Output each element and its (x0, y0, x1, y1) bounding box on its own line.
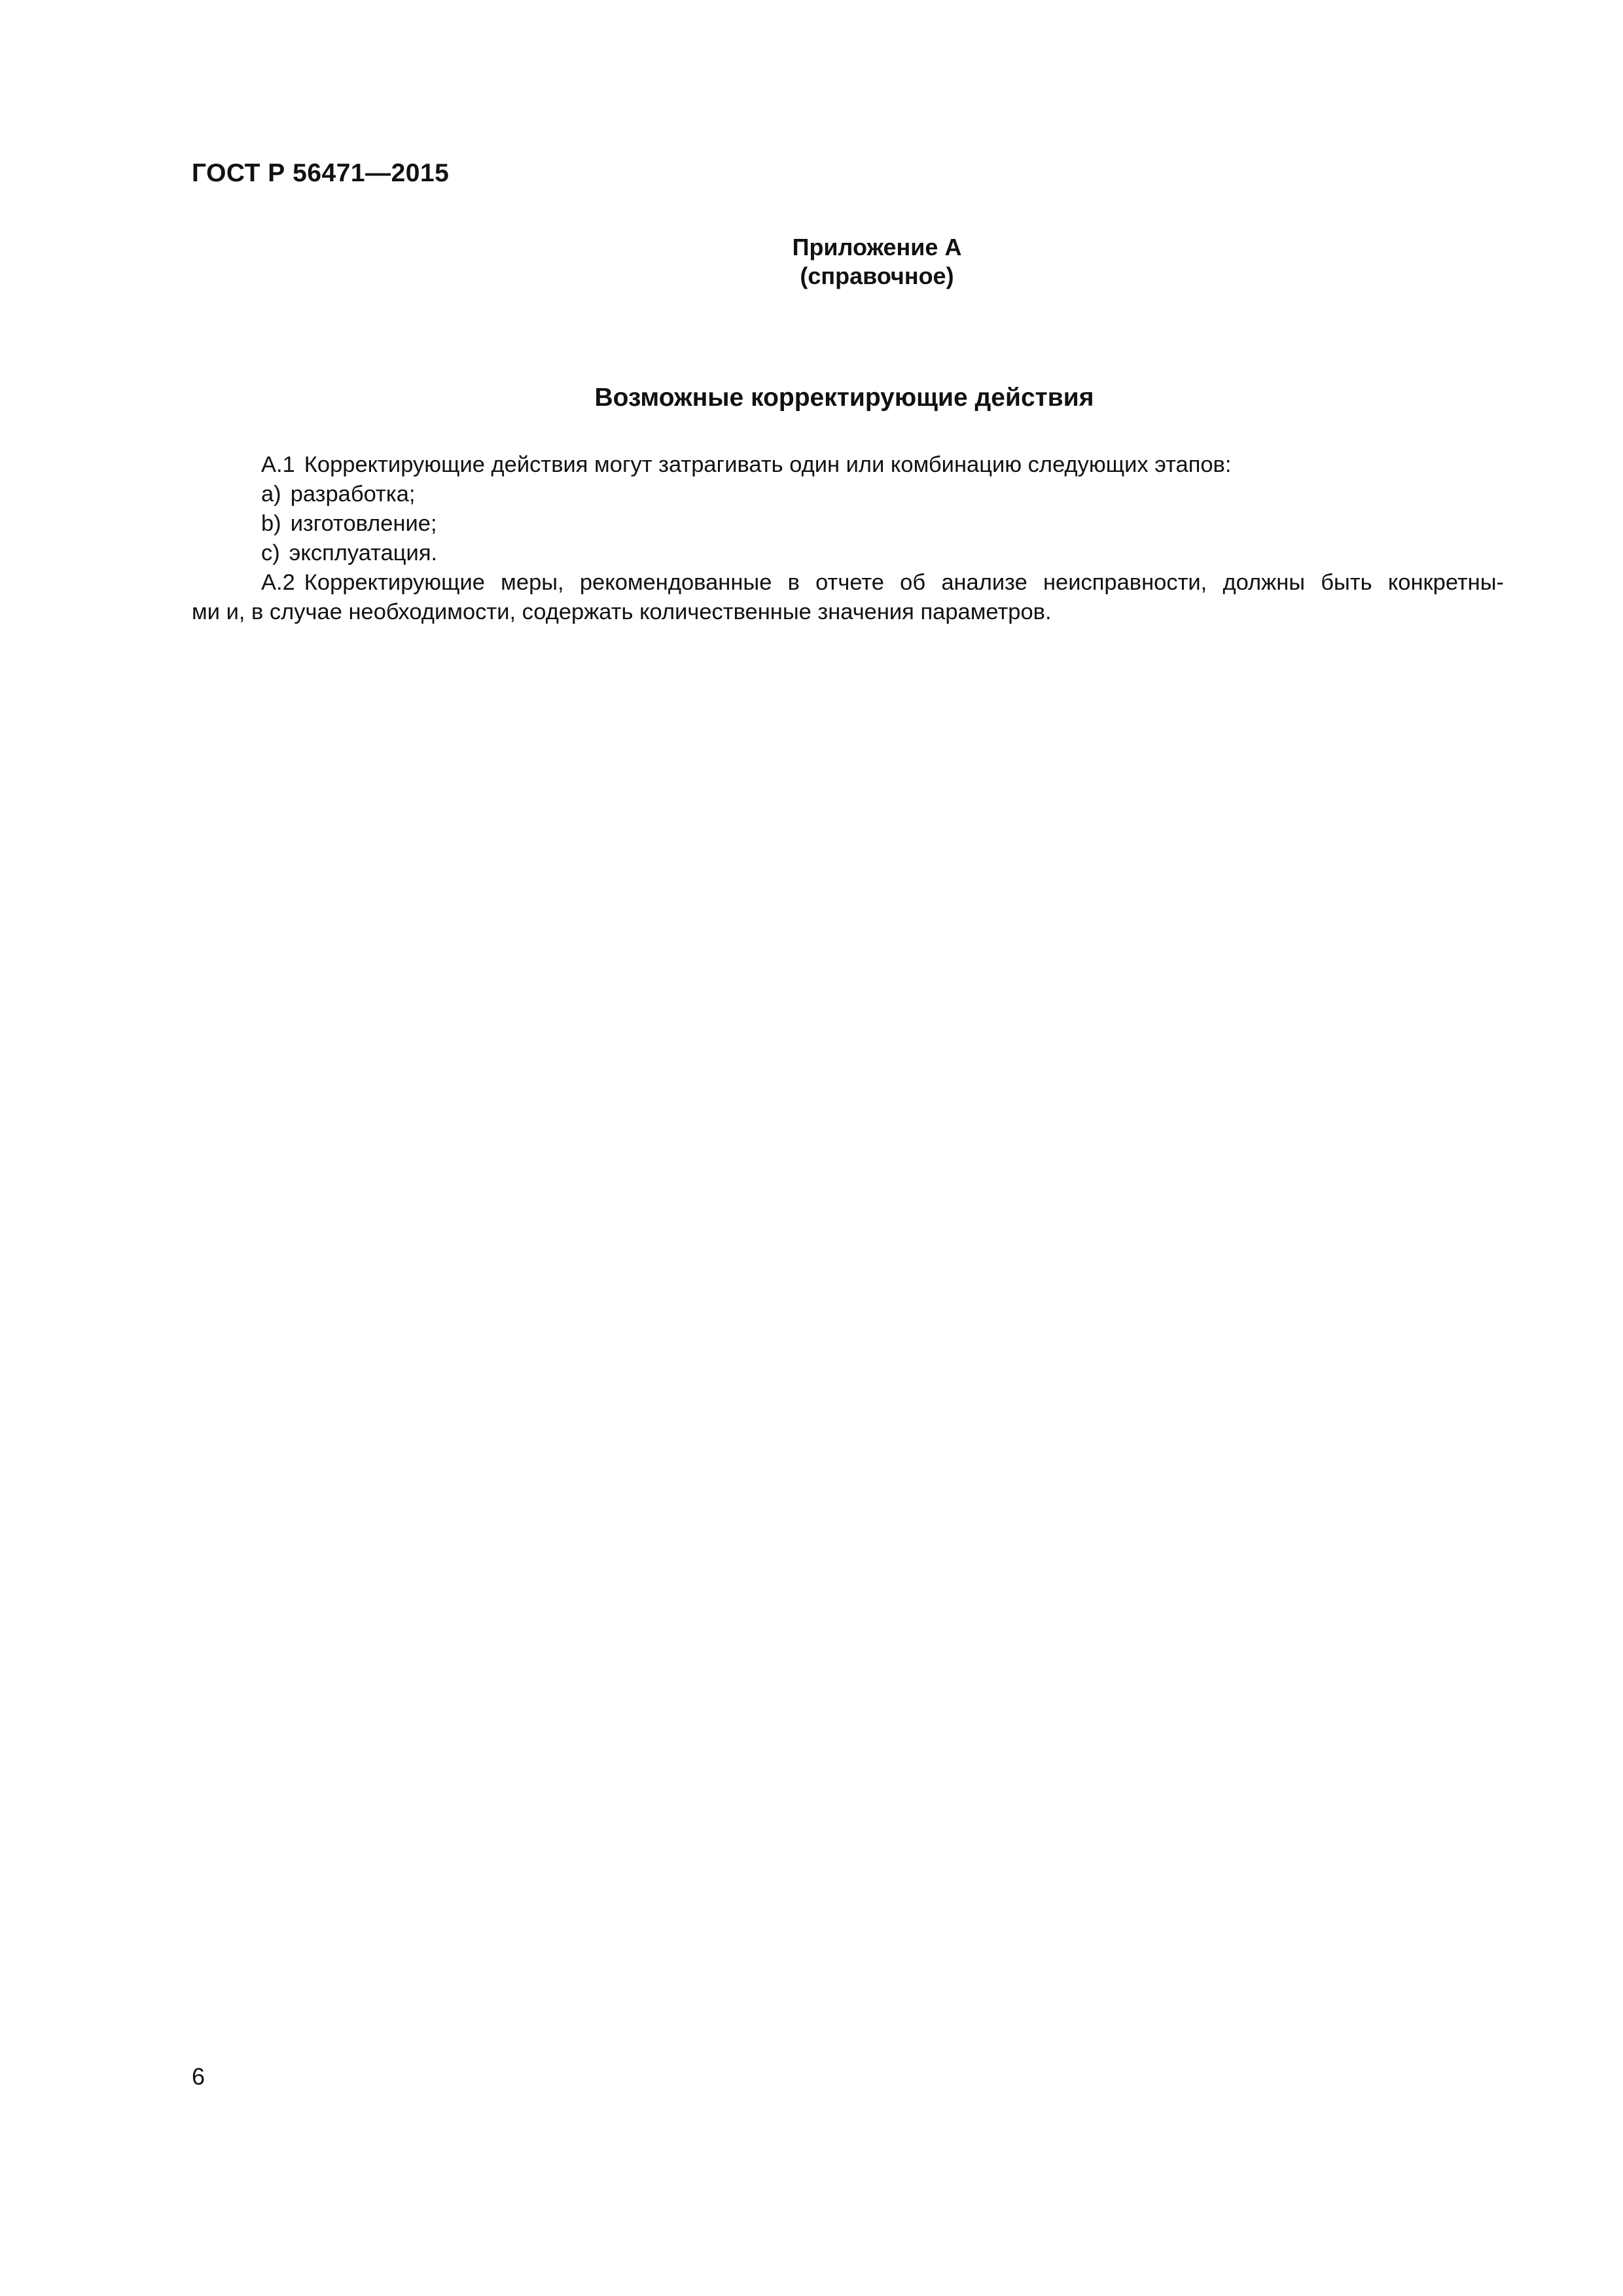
list-marker: a) (261, 482, 281, 507)
list-item-text: разработка; (290, 482, 416, 507)
list-marker: b) (261, 511, 281, 536)
page-number: 6 (192, 2063, 205, 2090)
clause-text: Корректирующие действия могут затрагивать один или комбинацию следующих этапов: (304, 452, 1232, 477)
annex-heading (720, 233, 1034, 291)
clause-number: А.2 (261, 570, 295, 595)
annex-title: Приложение А (792, 234, 962, 260)
list-item (192, 509, 1504, 539)
standard-designation: ГОСТ Р 56471—2015 (192, 159, 450, 187)
list-item (192, 539, 1504, 568)
section-title: Возможные корректирующие действия (594, 384, 1094, 412)
list-item-text: эксплуатация. (289, 541, 438, 565)
list-item-text: изготовление; (290, 511, 437, 536)
clause-a2-line1 (192, 568, 1504, 598)
clause-a1 (192, 450, 1504, 480)
list-item (192, 480, 1504, 509)
clause-number: А.1 (261, 452, 295, 477)
list-marker: c) (261, 541, 280, 565)
clause-text: Корректирующие меры, рекомендованные в отчете об анализе неисправности, должны быть конкретны- (304, 570, 1504, 595)
clause-a2-line2: ми и, в случае необходимости, содержать количественные значения параметров. (192, 600, 1052, 624)
annex-body (192, 450, 1504, 627)
annex-type: (справочное) (800, 262, 954, 289)
